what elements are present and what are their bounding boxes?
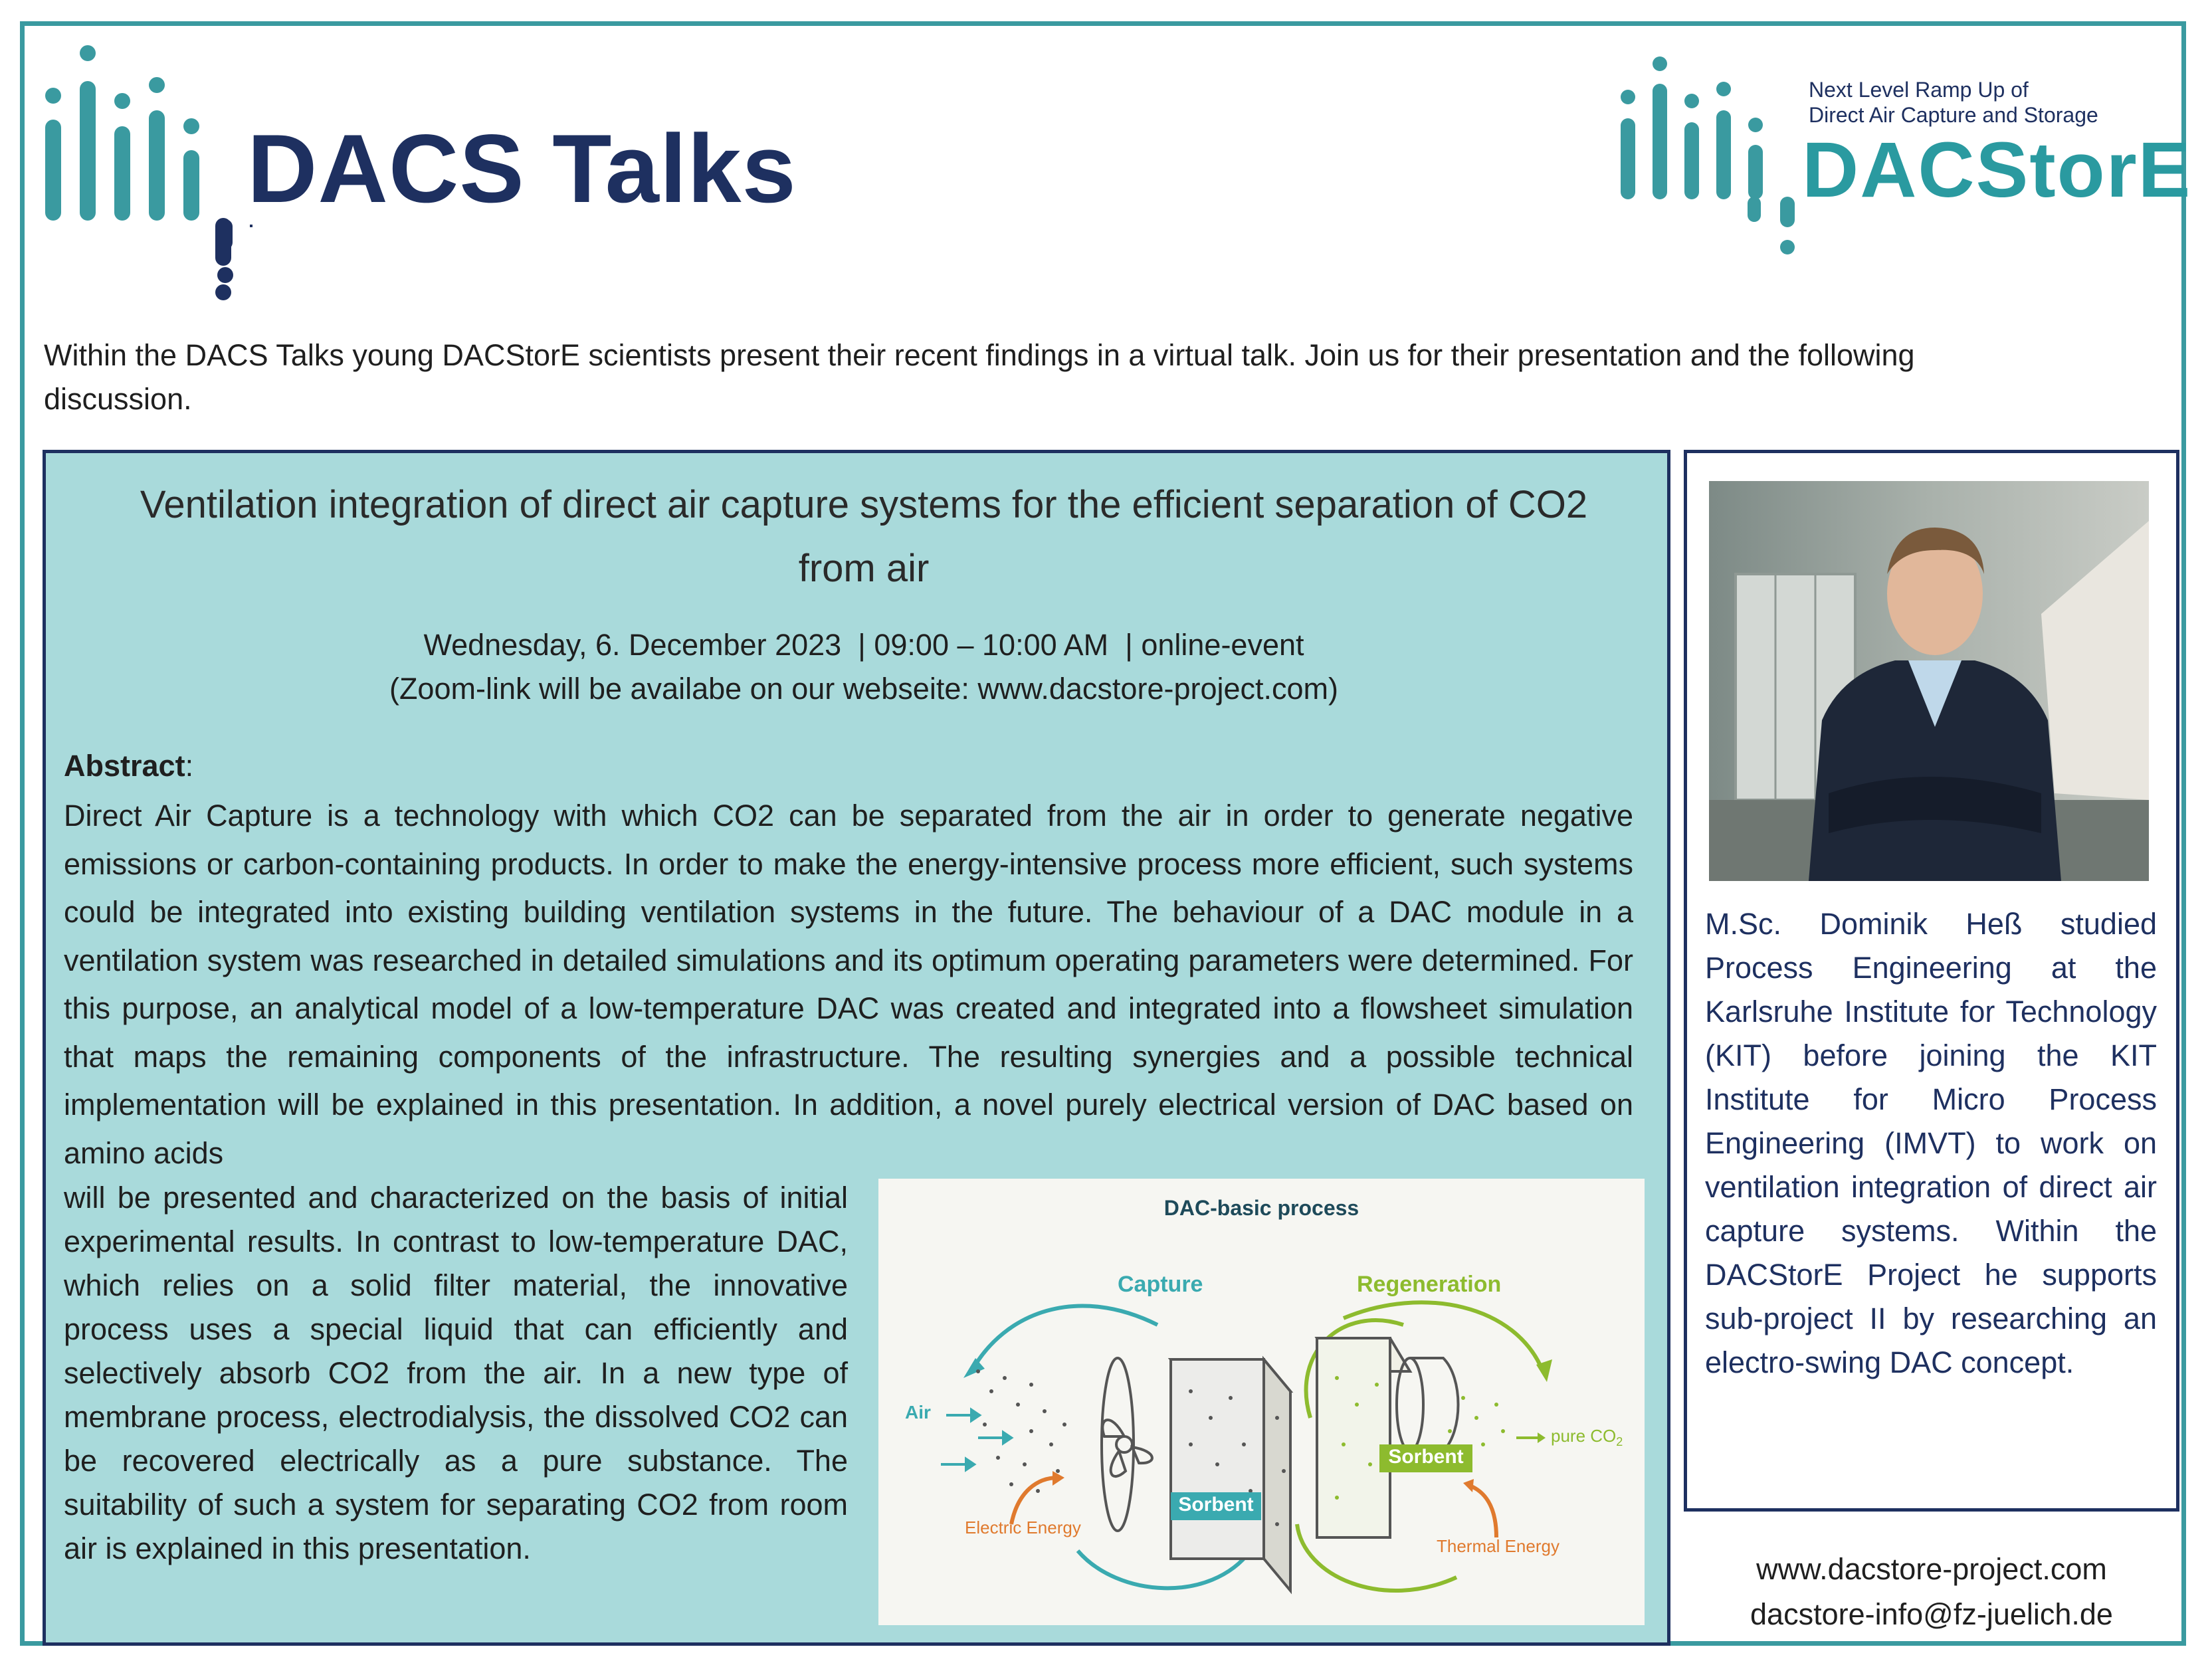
abstract-text-top: Direct Air Capture is a technology with which CO2 can be separated from the air in order to generate negative emissions or carbon-containing products. In order to make the energy-intensive process more efficient, such systems could be integrated into existing building ventilation systems in the future. The behaviour of a DAC module in a ventilation system was researched in detailed simulations and its optimum operating parameters were determined. For this purpose, an analytical model of a low-temperature DAC was created and integrated into a flowsheet simulation that maps the remaining components of the infrastructure. The resulting synergies and a possible technical implementation will be explained in this presentation. In addition, a novel purely electrical version of DAC based on amino acids — [64, 799, 1633, 1170]
talk-date-line: Wednesday, 6. December 2023 | 09:00 – 10:00 AM | online-event — [423, 628, 1304, 662]
diagram-pure-co2-label — [1551, 1426, 1623, 1449]
dacstore-title: DACStorE — [1802, 126, 2192, 214]
project-tagline-line1: Next Level Ramp Up of — [1809, 78, 2029, 102]
dacstore-logo-dots-icon — [1748, 197, 1787, 270]
dacs-talks-title: DACS Talks — [247, 114, 797, 223]
abstract-label: Abstract — [64, 749, 185, 783]
pure-co2-text: pure CO — [1551, 1426, 1617, 1446]
pure-co2-subscript: 2 — [1616, 1435, 1623, 1449]
diagram-air-label: Air — [905, 1402, 931, 1423]
contact-email-link[interactable]: dacstore-info@fz-juelich.de — [1750, 1597, 2113, 1631]
speaker-photo — [1709, 481, 2149, 881]
talk-zoom-line: (Zoom-link will be availabe on our webseite: www.dacstore-project.com) — [389, 672, 1339, 706]
dacs-talks-logo-dots-icon — [211, 219, 271, 306]
project-tagline — [1809, 77, 2098, 128]
talk-title: Ventilation integration of direct air capture systems for the efficient separation of CO2 from air — [140, 483, 1588, 590]
talk-meta — [106, 623, 1621, 711]
diagram-capture-label: Capture — [1118, 1272, 1203, 1297]
contact-info — [1684, 1547, 2179, 1637]
diagram-sorbent-right-label: Sorbent — [1388, 1446, 1464, 1468]
dac-process-diagram — [878, 1179, 1645, 1625]
abstract-text-bottom: will be presented and characterized on the basis of initial experimental results. In contrast to low-temperature DAC, which relies on a solid filter material, the innovative process uses a special liquid that can efficiently and selectively absorb CO2 from the air. In a new type of membrane process, electrodialysis, the dissolved CO2 can be recovered electrically as a pure substance. The suitability of such a system for separating CO2 from room air is explained in this presentation. — [64, 1181, 848, 1565]
abstract-heading — [64, 743, 193, 789]
diagram-thermal-energy-label: Thermal Energy — [1437, 1536, 1559, 1556]
diagram-sorbent-left-label: Sorbent — [1178, 1494, 1254, 1516]
abstract-colon: : — [185, 749, 194, 783]
intro-text: Within the DACS Talks young DACStorE scientists present their recent findings in a virtual talk. Join us for their presentation and the following discussion. — [44, 338, 1915, 416]
diagram-regeneration-label: Regeneration — [1357, 1272, 1502, 1297]
speaker-bio: M.Sc. Dominik Heß studied Process Engineering at the Karlsruhe Institute for Technology (KIT) before joining the KIT Institute for Micro Process Engineering (IMVT) to work on ventilation integration of direct air capture systems. Within the DACStorE Project he supports sub-project II by researching an electro-swing DAC concept. — [1705, 907, 2157, 1379]
contact-website-link[interactable]: www.dacstore-project.com — [1756, 1552, 2107, 1586]
diagram-title: DAC-basic process — [1163, 1196, 1359, 1220]
diagram-electric-energy-label: Electric Energy — [965, 1518, 1081, 1537]
project-tagline-line2: Direct Air Capture and Storage — [1809, 103, 2098, 127]
